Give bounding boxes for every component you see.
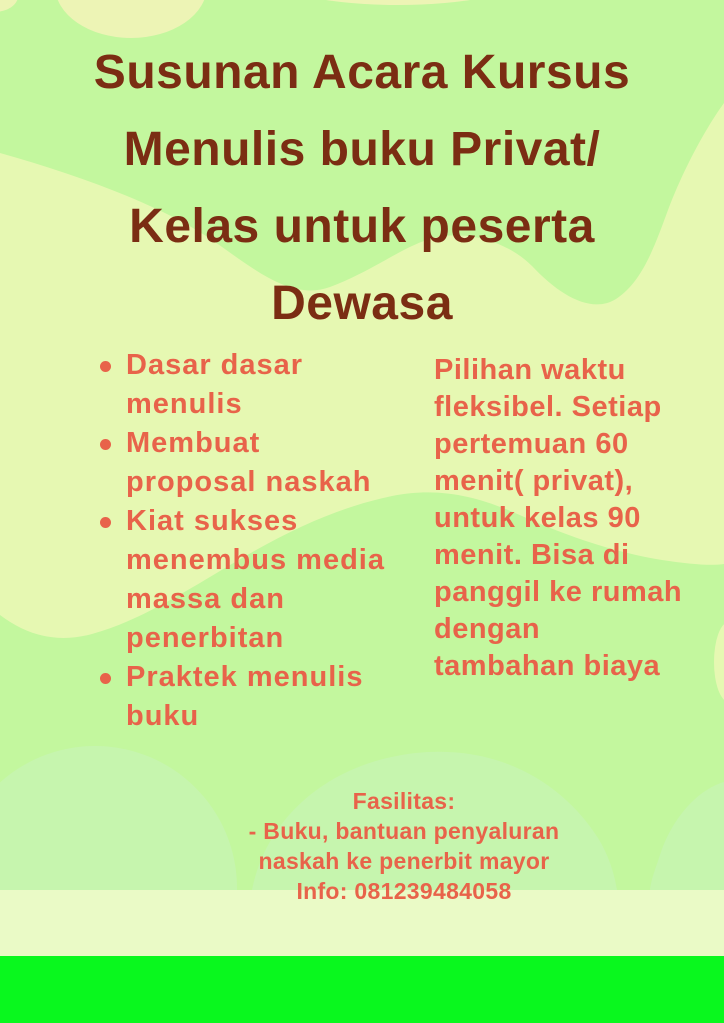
topic-item: Membuat proposal naskah — [126, 424, 430, 502]
facilities-info: Fasilitas: - Buku, bantuan penyaluran naskah ke penerbit mayor Info: 081239484058 — [248, 788, 560, 904]
topic-list — [100, 346, 430, 736]
topic-item: Praktek menulis buku — [126, 658, 430, 736]
schedule-paragraph: Pilihan waktu fleksibel. Setiap pertemuan 60 menit( privat), untuk kelas 90 menit. Bisa di panggil ke rumah dengan tambahan biaya — [434, 354, 683, 682]
topic-item: Dasar dasar menulis — [126, 346, 430, 424]
topic-item: Kiat sukses menembus media massa dan penerbitan — [126, 502, 430, 658]
bottom-green-bar — [0, 956, 724, 1023]
poster-title: Susunan Acara Kursus Menulis buku Privat/ Kelas untuk peserta Dewasa — [93, 46, 631, 330]
